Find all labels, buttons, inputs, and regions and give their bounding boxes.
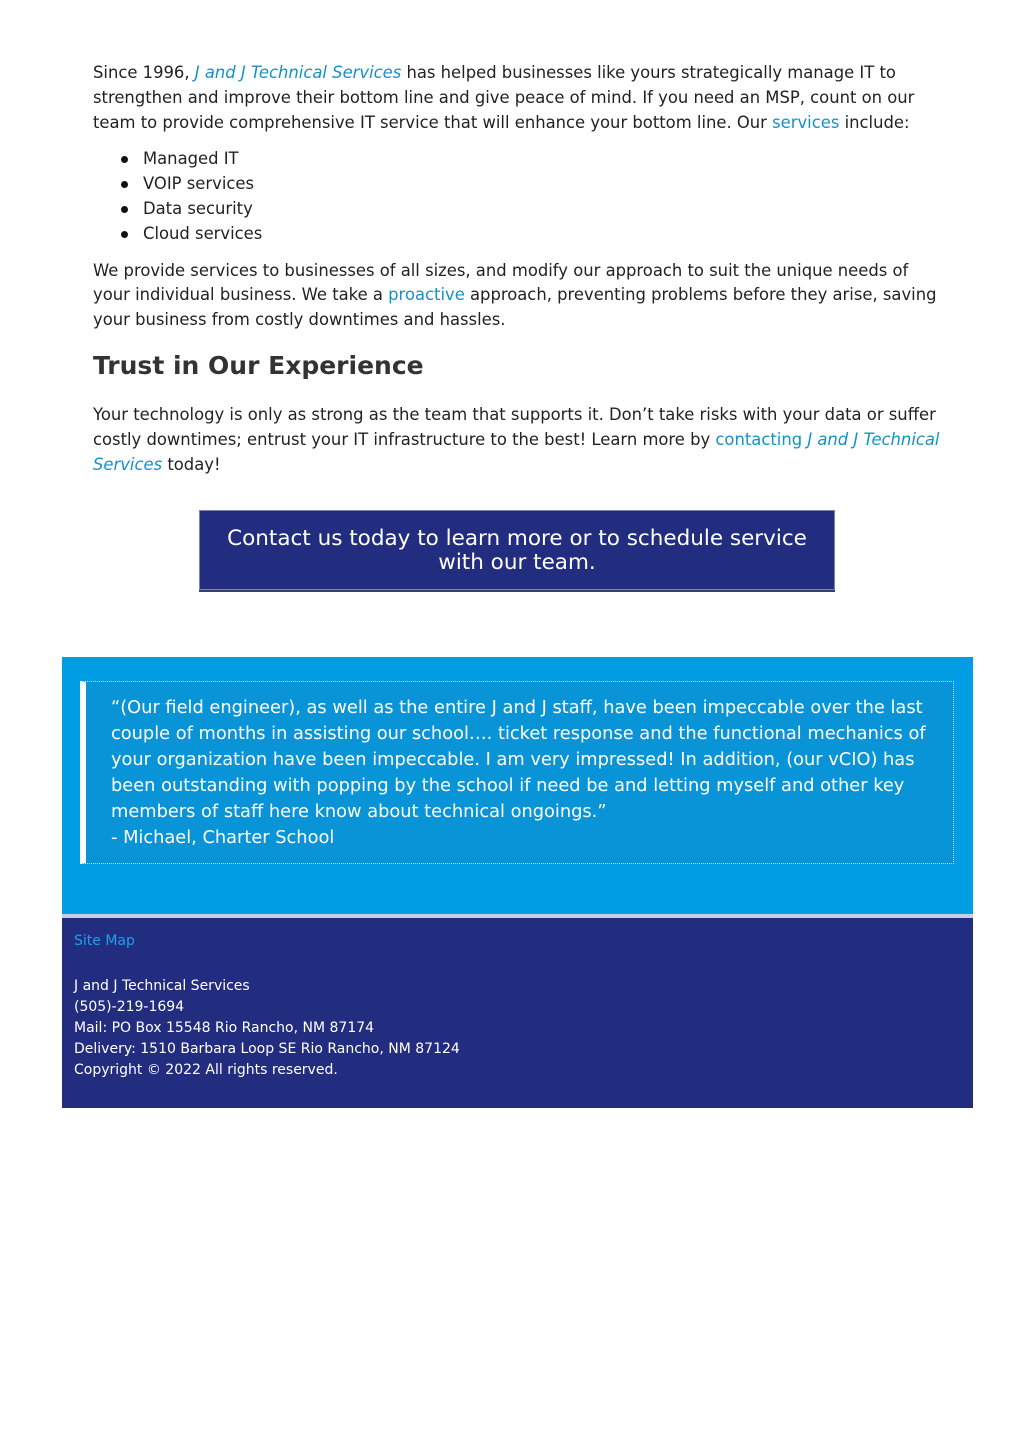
contacting-company-text: J and J Technical Services (93, 429, 940, 474)
intro-body-text: has helped businesses like yours strategically manage IT to strengthen and improve their bottom line and give peace of mind. If you need an MSP, count on our team to provide comprehensive IT service that will enhance your bottom line. Our (93, 63, 915, 132)
testimonial-author: - Michael, Charter School (111, 827, 335, 848)
intro-end-text: include: (839, 112, 910, 132)
company-link[interactable]: J and J Technical Services (194, 63, 402, 82)
testimonial-quote: “(Our field engineer), as well as the entire J and J staff, have been impeccable over the last couple of months in assisting our school…. ticket response and the functional mechanics of your organization have been impeccable. I am very impressed! In addition, (our vCIO) has been outstanding with popping by the school if need be and letting myself and other key members of staff here know about technical ongoings.” (111, 697, 926, 822)
contact-cta-button[interactable] (199, 510, 835, 590)
contacting-link-text: contacting (715, 429, 808, 449)
footer-mail-address: Mail: PO Box 15548 Rio Rancho, NM 87174 (74, 1020, 375, 1036)
list-item: Cloud services (143, 222, 943, 247)
footer-company-name: J and J Technical Services (74, 978, 250, 994)
section-heading: Trust in Our Experience (93, 350, 424, 380)
footer-delivery-address: Delivery: 1510 Barbara Loop SE Rio Rancho, NM 87124 (74, 1041, 460, 1057)
approach-text-before: We provide services to businesses of all sizes, and modify our approach to suit the unique needs of your individual business. We take a (93, 260, 909, 305)
services-list (93, 147, 943, 246)
list-item: Managed IT (143, 147, 943, 172)
intro-since-text: Since 1996, (93, 63, 195, 82)
site-footer (62, 918, 973, 1108)
approach-text-after: approach, preventing problems before they arise, saving your business from costly downtimes and hassles. (93, 285, 937, 330)
cta-line-1: Contact us today to learn more or to schedule service (227, 526, 807, 551)
trust-paragraph (93, 403, 943, 477)
footer-phone: (505)-219-1694 (74, 999, 185, 1015)
cta-line-2: with our team. (438, 550, 596, 575)
proactive-link[interactable]: proactive (388, 285, 465, 305)
main-content (93, 61, 943, 477)
list-item: VOIP services (143, 172, 943, 197)
list-item: Data security (143, 197, 943, 222)
footer-contact-info (74, 976, 460, 1081)
testimonial-section (62, 657, 973, 914)
testimonial-quote-box (80, 681, 954, 864)
footer-copyright: Copyright © 2022 All rights reserved. (74, 1062, 338, 1078)
trust-text-after: today! (162, 454, 221, 474)
intro-paragraph (93, 61, 943, 135)
services-link[interactable]: services (772, 112, 840, 132)
sitemap-link[interactable]: Site Map (74, 933, 135, 949)
trust-text-before: Your technology is only as strong as the team that supports it. Don’t take risks with your data or suffer costly downtimes; entrust your IT infrastructure to the best! Learn more by (93, 404, 936, 449)
approach-paragraph (93, 259, 943, 333)
